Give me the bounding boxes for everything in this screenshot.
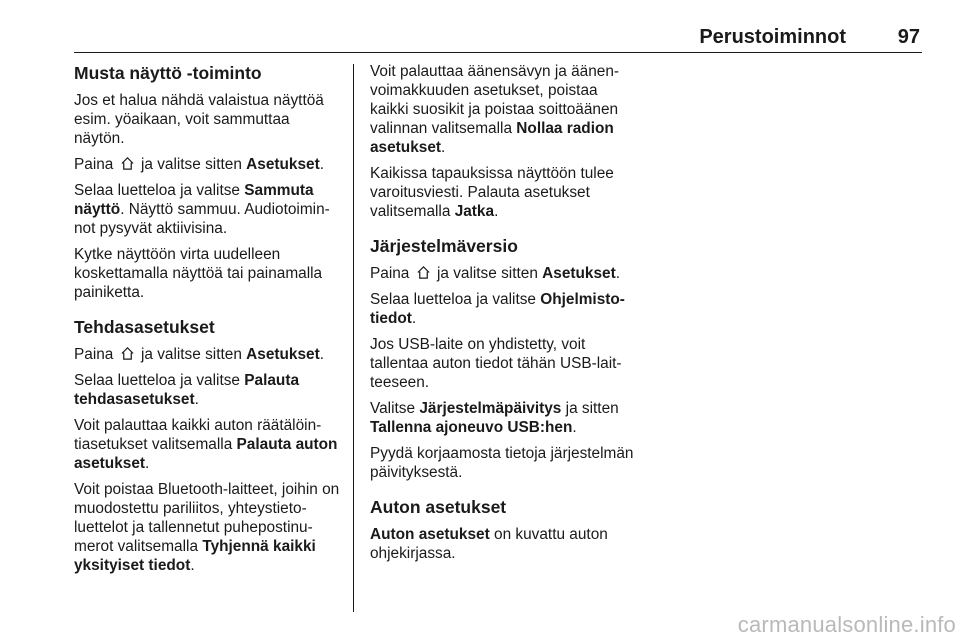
watermark: carmanualsonline.info — [737, 612, 956, 637]
left-column — [74, 62, 342, 582]
paragraph: Valitse Järjestelmäpäivitys ja sitten Tallenna ajoneuvo USB:hen. — [370, 400, 619, 436]
paragraph: Paina ja valitse sitten Asetukset. — [370, 265, 621, 282]
paragraph: Paina ja valitse sitten Asetukset. — [74, 346, 325, 363]
home-icon — [416, 265, 431, 280]
paragraph: Jos et halua nähdä valaistua näyttöä esim. yöaikaan, voit sammuttaa näytön. — [74, 92, 324, 147]
paragraph: Kaikissa tapauksissa näyttöön tulee varoitusviesti. Palauta asetukset valitsemalla Jatka. — [370, 165, 614, 220]
paragraph: Jos USB-laite on yhdistetty, voit tallentaa auton tiedot tähän USB-laitteeseen. — [370, 336, 622, 391]
paragraph: Paina ja valitse sitten Asetukset. — [74, 156, 325, 173]
paragraph: Auton asetukset on kuvattu auton ohjekirjassa. — [370, 526, 608, 562]
paragraph: Voit palauttaa kaikki auton räätälöintiasetukset valitsemalla Palauta auton asetukset. — [74, 417, 338, 472]
page-header — [74, 22, 922, 53]
section-title: Perustoiminnot — [699, 26, 846, 48]
paragraph: Voit poistaa Bluetooth-laitteet, joihin on muodostettu pariliitos, yhteystietoluettelot ja tallennetut puhepostinumerot valitsemalla Tyhjennä kaikki yksityiset tiedot. — [74, 481, 340, 574]
page-number: 97 — [897, 26, 920, 48]
middle-column — [370, 62, 638, 570]
home-icon — [120, 156, 135, 171]
paragraph: Selaa luetteloa ja valitse Sammuta näyttö. Näyttö sammuu. Audiotoiminnot pysyvät aktiivisina. — [74, 182, 330, 237]
paragraph: Selaa luetteloa ja valitse Ohjelmistotiedot. — [370, 291, 625, 327]
heading-jarjestelmaversio: Järjestelmäversio — [370, 236, 518, 256]
paragraph: Kytke näyttöön virta uudelleen koskettamalla näyttöä tai painamalla painiketta. — [74, 246, 323, 301]
heading-tehdasasetukset: Tehdasasetukset — [74, 317, 215, 337]
paragraph: Pyydä korjaamosta tietoja järjestelmän päivityksestä. — [370, 445, 634, 481]
heading-musta-naytto: Musta näyttö -toiminto — [74, 63, 262, 83]
column-divider — [353, 64, 354, 612]
heading-auton-asetukset: Auton asetukset — [370, 497, 507, 517]
paragraph: Selaa luetteloa ja valitse Palauta tehdasasetukset. — [74, 372, 300, 408]
home-icon — [120, 346, 135, 361]
paragraph: Voit palauttaa äänensävyn ja äänenvoimakkuuden asetukset, poistaa kaikki suosikit ja poistaa soittoäänen valinnan valitsemalla Nollaa radion asetukset. — [370, 63, 620, 156]
